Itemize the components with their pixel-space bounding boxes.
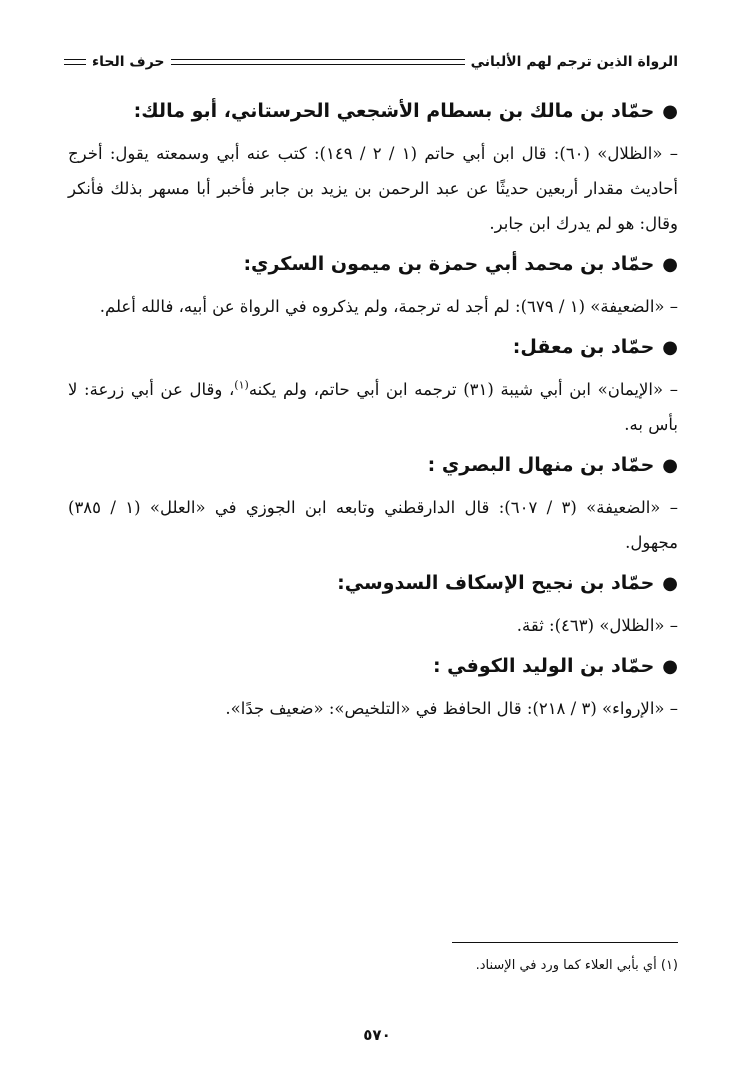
entry-text: – «الضعيفة» (١ / ٦٧٩): لم أجد له ترجمة، ولم يذكروه في الرواة عن أبيه، فالله أعلم. — [99, 297, 678, 316]
entry-text: – «الإرواء» (٣ / ٢١٨): قال الحافظ في «التلخيص»: «ضعيف جدًا». — [225, 699, 678, 718]
entry-text: – «الضعيفة» (٣ / ٦٠٧): قال الدارقطني وتابعه ابن الجوزي في «العلل» (١ / ٣٨٥) مجهول. — [68, 498, 678, 552]
header-rule — [171, 59, 465, 65]
entry-heading: ●حمّاد بن مالك بن بسطام الأشجعي الحرستاني، أبو مالك: — [133, 100, 678, 122]
entry-text: – «الظلال» (٤٦٣): ثقة. — [516, 616, 678, 635]
entry — [68, 655, 678, 726]
bullet-icon: ● — [662, 573, 678, 594]
entry-heading: ●حمّاد بن محمد أبي حمزة بن ميمون السكري: — [243, 253, 678, 275]
header-chapter: حرف الحاء — [92, 54, 165, 70]
entry-heading: ●حمّاد بن الوليد الكوفي : — [432, 655, 678, 677]
entry — [68, 253, 678, 324]
entry-heading: ●حمّاد بن منهال البصري : — [427, 454, 678, 476]
entry — [68, 336, 678, 442]
bullet-icon: ● — [662, 455, 678, 476]
bullet-icon: ● — [662, 656, 678, 677]
entry — [68, 100, 678, 241]
header-rule-short — [64, 59, 86, 65]
running-header — [64, 50, 678, 74]
bullet-icon: ● — [662, 254, 678, 275]
header-title: الرواة الذين ترجم لهم الألباني — [470, 54, 678, 70]
bullet-icon: ● — [662, 337, 678, 358]
page-number: ٥٧٠ — [363, 1026, 391, 1044]
entry — [68, 454, 678, 560]
entry-text: – «الظلال» (٦٠): قال ابن أبي حاتم (١ / ٢ / ١٤٩): كتب عنه أبي وسمعته يقول: أخرج أحاديث مقدار أربعين حديثًا عن عبد الرحمن بن يزيد بن جابر فأخبر أبا مسهر بذلك فأنكر وقال: هو لم يدرك ابن جابر. — [68, 144, 678, 233]
entry-heading: ●حمّاد بن نجيح الإسكاف السدوسي: — [337, 572, 678, 594]
bullet-icon: ● — [662, 101, 678, 122]
footnote-separator — [452, 942, 678, 943]
entry-heading: ●حمّاد بن معقل: — [512, 336, 678, 358]
footnote-reference[interactable]: (١) — [234, 378, 249, 392]
entry-text: – «الإيمان» ابن أبي شيبة (٣١) ترجمه ابن أبي حاتم، ولم يكنه$^{(١)}$، وقال عن أبي زرعة: لا بأس به. — [68, 378, 678, 434]
main-content — [68, 100, 678, 738]
entry — [68, 572, 678, 643]
footnote: (١) أي بأبي العلاء كما ورد في الإسناد. — [475, 958, 678, 973]
